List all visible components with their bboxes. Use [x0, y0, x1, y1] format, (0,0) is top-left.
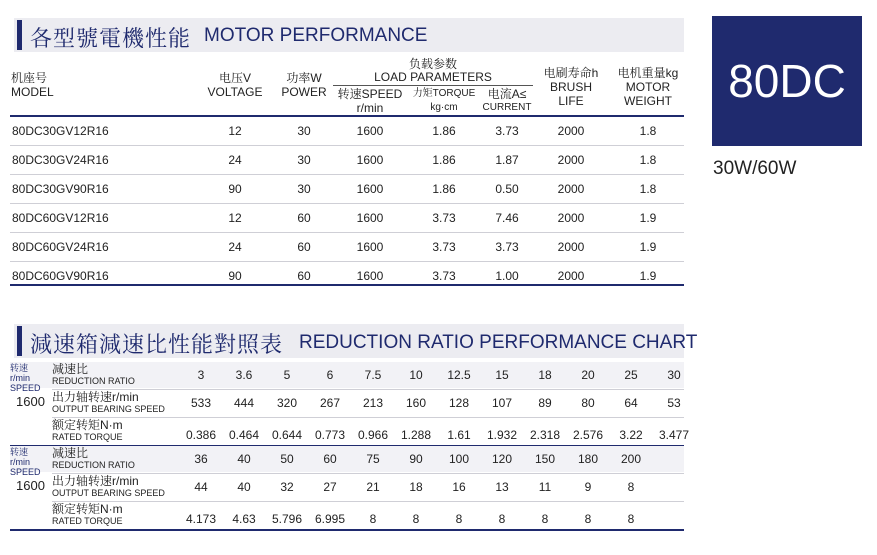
value-output: 89: [538, 396, 552, 410]
value-ratios: 50: [280, 452, 294, 466]
value-output: 128: [448, 396, 470, 410]
model-badge: 80DC: [712, 16, 862, 146]
cell-torque: 3.73: [432, 269, 456, 283]
cell-voltage: 12: [228, 124, 242, 138]
value-output: 160: [405, 396, 427, 410]
motor-table-row: [10, 233, 684, 261]
value-output: 444: [233, 396, 255, 410]
value-output: 267: [319, 396, 341, 410]
power-range-label: 30W/60W: [713, 158, 797, 179]
cell-power: 60: [297, 269, 311, 283]
cell-life: 2000: [557, 124, 585, 138]
row-label-cn: 额定转矩N·m: [52, 502, 123, 516]
cell-voltage: 24: [228, 240, 242, 254]
value-output: 18: [409, 480, 423, 494]
cell-torque: 1.86: [432, 153, 456, 167]
speed-value: 1600: [16, 478, 45, 493]
value-output: 44: [194, 480, 208, 494]
cell-torque: 3.73: [432, 211, 456, 225]
value-ratios: 6: [326, 368, 334, 382]
row-label-cn: 减速比: [52, 362, 89, 376]
current-header: 电流A≤ CURRENT: [482, 87, 532, 113]
value-output: 107: [491, 396, 513, 410]
row-label-en: OUTPUT BEARING SPEED: [52, 404, 165, 414]
cell-voltage: 24: [228, 153, 242, 167]
cell-voltage: 90: [228, 269, 242, 283]
cell-life: 2000: [557, 240, 585, 254]
reduction-title-cn: 減速箱減速比性能對照表: [30, 332, 284, 357]
motor-title-cn: 各型號電機性能: [30, 26, 192, 51]
value-output: 8: [627, 480, 635, 494]
cell-weight: 1.9: [639, 240, 657, 254]
speed-label-line: 转速: [10, 447, 29, 457]
value-torque: 4.63: [232, 512, 256, 526]
cell-weight: 1.8: [639, 124, 657, 138]
value-ratios: 7.5: [364, 368, 382, 382]
model-header: 机座号 MODEL: [11, 71, 54, 99]
value-torque: 8: [541, 512, 549, 526]
cell-weight: 1.8: [639, 182, 657, 196]
cell-power: 60: [297, 211, 311, 225]
value-ratios: 3.6: [235, 368, 253, 382]
cell-life: 2000: [557, 153, 585, 167]
cell-current: 1.00: [495, 269, 519, 283]
speed-label-line: 转速: [10, 363, 29, 373]
row-label-output: [52, 475, 180, 499]
motor-title-en: MOTOR PERFORMANCE: [204, 25, 428, 46]
value-torque: 1.932: [486, 428, 518, 442]
row-label-en: RATED TORQUE: [52, 516, 123, 526]
load-header-cn: 负载参数: [408, 57, 457, 71]
value-torque: 2.576: [572, 428, 604, 442]
speed-label-line: SPEED: [10, 383, 41, 393]
row-label-cn: 减速比: [52, 446, 89, 460]
value-ratios: 90: [409, 452, 423, 466]
motor-table-row: [10, 117, 684, 145]
cell-power: 60: [297, 240, 311, 254]
cell-model: 80DC60GV24R16: [12, 240, 109, 254]
cell-torque: 1.86: [432, 124, 456, 138]
cell-current: 0.50: [495, 182, 519, 196]
value-output: 64: [624, 396, 638, 410]
value-torque: 5.796: [271, 512, 303, 526]
cell-model: 80DC30GV12R16: [12, 124, 109, 138]
life-header: 电刷寿命h BRUSH LIFE: [543, 66, 599, 108]
cell-life: 2000: [557, 182, 585, 196]
speed-label-line: SPEED: [10, 467, 41, 477]
value-output: 320: [276, 396, 298, 410]
cell-life: 2000: [557, 269, 585, 283]
reduction-row-divider: [52, 389, 684, 390]
value-output: 16: [452, 480, 466, 494]
load-header-en: LOAD PARAMETERS: [374, 70, 492, 84]
cell-model: 80DC60GV90R16: [12, 269, 109, 283]
motor-title-accent: [17, 20, 22, 50]
reduction-row-divider: [52, 417, 684, 418]
cell-life: 2000: [557, 211, 585, 225]
cell-speed: 1600: [356, 269, 384, 283]
cell-speed: 1600: [356, 211, 384, 225]
cell-power: 30: [297, 153, 311, 167]
value-output: 32: [280, 480, 294, 494]
cell-speed: 1600: [356, 124, 384, 138]
cell-torque: 1.86: [432, 182, 456, 196]
cell-speed: 1600: [356, 240, 384, 254]
motor-table-bottom: [10, 284, 684, 286]
value-ratios: 25: [624, 368, 638, 382]
reduction-table: [10, 362, 690, 532]
row-label-en: RATED TORQUE: [52, 432, 123, 442]
value-ratios: 36: [194, 452, 208, 466]
motor-table-row: [10, 204, 684, 232]
value-torque: 1.288: [400, 428, 432, 442]
row-label-cn: 出力轴转速r/min: [52, 474, 139, 488]
load-header-rule: [333, 85, 533, 86]
value-output: 9: [584, 480, 592, 494]
value-output: 80: [581, 396, 595, 410]
row-label-en: OUTPUT BEARING SPEED: [52, 488, 165, 498]
cell-speed: 1600: [356, 182, 384, 196]
value-torque: 8: [498, 512, 506, 526]
row-label-en: REDUCTION RATIO: [52, 376, 135, 386]
speed-label-line: r/min: [10, 373, 30, 383]
value-output: 213: [362, 396, 384, 410]
value-torque: 0.644: [271, 428, 303, 442]
reduction-title-accent: [17, 326, 22, 356]
motor-table-row: [10, 175, 684, 203]
value-ratios: 150: [534, 452, 556, 466]
value-output: 40: [237, 480, 251, 494]
cell-voltage: 90: [228, 182, 242, 196]
value-output: 11: [538, 480, 552, 494]
cell-power: 30: [297, 182, 311, 196]
row-label-ratios: [52, 363, 180, 387]
value-ratios: 120: [491, 452, 513, 466]
value-torque: 8: [584, 512, 592, 526]
value-ratios: 3: [197, 368, 205, 382]
power-header: 功率W POWER: [281, 71, 327, 99]
cell-torque: 3.73: [432, 240, 456, 254]
value-ratios: 12.5: [447, 368, 471, 382]
value-torque: 3.22: [619, 428, 643, 442]
value-torque: 8: [412, 512, 420, 526]
cell-weight: 1.9: [639, 211, 657, 225]
cell-voltage: 12: [228, 211, 242, 225]
cell-current: 3.73: [495, 124, 519, 138]
speed-label-line: r/min: [10, 457, 30, 467]
value-ratios: 20: [581, 368, 595, 382]
value-torque: 8: [455, 512, 463, 526]
reduction-title-en: REDUCTION RATIO PERFORMANCE CHART: [299, 332, 698, 353]
row-label-torque: [52, 503, 180, 527]
cell-current: 1.87: [495, 153, 519, 167]
value-ratios: 15: [495, 368, 509, 382]
cell-weight: 1.8: [639, 153, 657, 167]
value-ratios: 180: [577, 452, 599, 466]
cell-current: 3.73: [495, 240, 519, 254]
value-ratios: 5: [283, 368, 291, 382]
speed-label: [10, 363, 50, 393]
value-torque: 1.61: [447, 428, 471, 442]
value-torque: 0.773: [314, 428, 346, 442]
value-ratios: 30: [667, 368, 681, 382]
cell-model: 80DC30GV90R16: [12, 182, 109, 196]
row-label-cn: 额定转矩N·m: [52, 418, 123, 432]
torque-header: 力矩TORQUE kg·cm: [412, 88, 476, 113]
value-torque: 2.318: [529, 428, 561, 442]
value-ratios: 18: [538, 368, 552, 382]
cell-current: 7.46: [495, 211, 519, 225]
speed-value: 1600: [16, 394, 45, 409]
speed-header: 转速SPEED r/min: [337, 87, 403, 115]
value-torque: 4.173: [185, 512, 217, 526]
value-ratios: 200: [620, 452, 642, 466]
cell-model: 80DC30GV24R16: [12, 153, 109, 167]
row-label-en: REDUCTION RATIO: [52, 460, 135, 470]
value-output: 13: [495, 480, 509, 494]
voltage-header: 电压V VOLTAGE: [207, 71, 263, 99]
value-torque: 6.995: [314, 512, 346, 526]
row-label-output: [52, 391, 180, 415]
cell-model: 80DC60GV12R16: [12, 211, 109, 225]
motor-table-body: [10, 117, 684, 290]
value-output: 53: [667, 396, 681, 410]
value-torque: 3.477: [658, 428, 690, 442]
value-torque: 0.966: [357, 428, 389, 442]
value-torque: 8: [627, 512, 635, 526]
weight-header: 电机重量kg MOTOR WEIGHT: [617, 66, 679, 108]
value-output: 533: [190, 396, 212, 410]
reduction-block-separator: [10, 529, 684, 531]
value-torque: 0.386: [185, 428, 217, 442]
value-torque: 8: [369, 512, 377, 526]
row-label-torque: [52, 419, 180, 443]
value-ratios: 75: [366, 452, 380, 466]
value-ratios: 40: [237, 452, 251, 466]
value-output: 21: [366, 480, 380, 494]
value-output: 27: [323, 480, 337, 494]
value-ratios: 100: [448, 452, 470, 466]
cell-power: 30: [297, 124, 311, 138]
reduction-row-divider: [52, 473, 684, 474]
row-label-ratios: [52, 447, 180, 471]
row-label-cn: 出力轴转速r/min: [52, 390, 139, 404]
reduction-row-divider: [52, 501, 684, 502]
value-torque: 0.464: [228, 428, 260, 442]
value-ratios: 60: [323, 452, 337, 466]
value-ratios: 10: [409, 368, 423, 382]
cell-speed: 1600: [356, 153, 384, 167]
motor-table-row: [10, 146, 684, 174]
speed-label: [10, 447, 50, 477]
cell-weight: 1.9: [639, 269, 657, 283]
